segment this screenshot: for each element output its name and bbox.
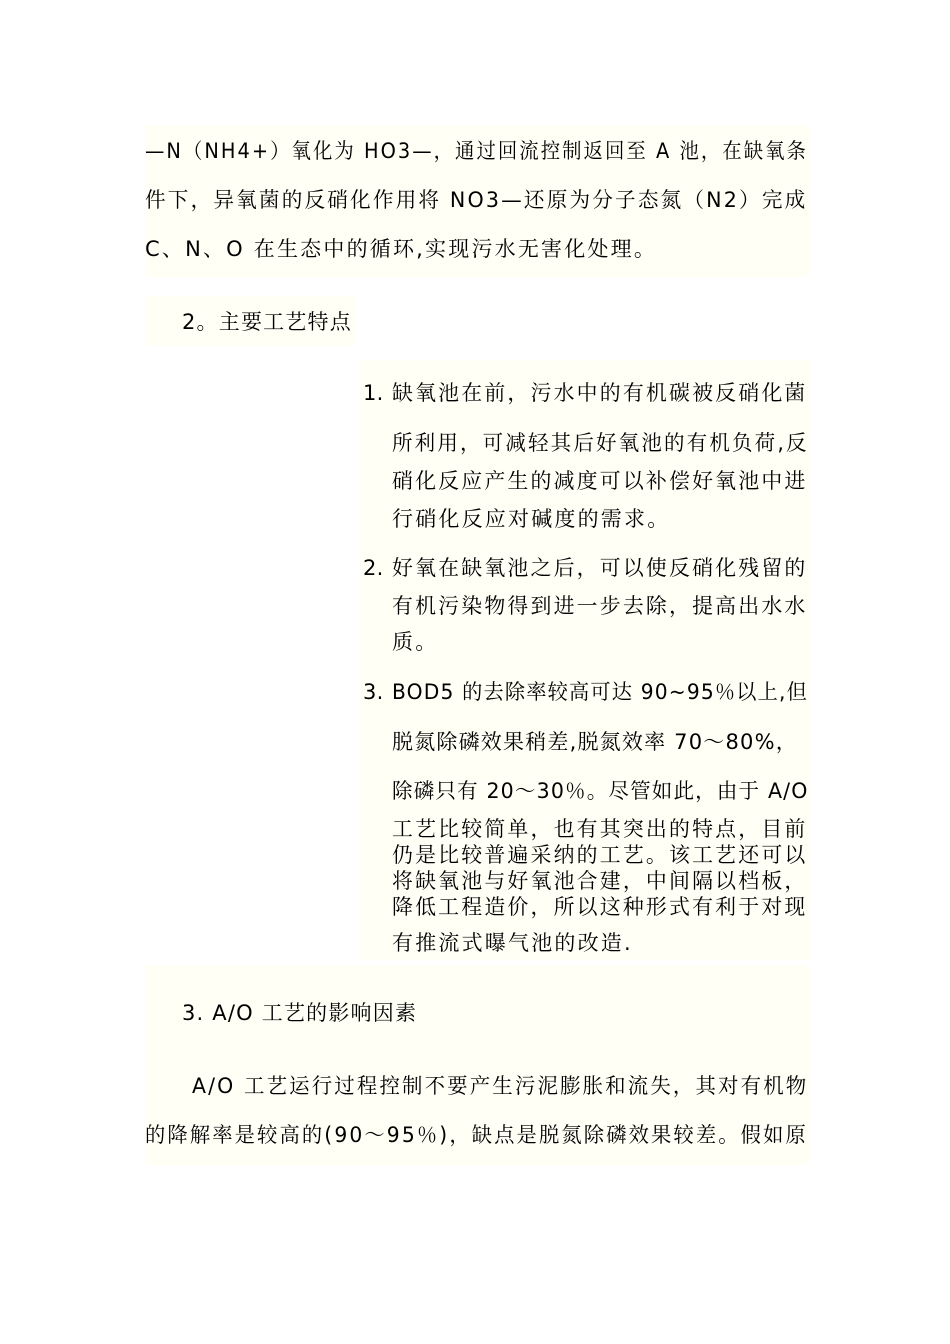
section-3-line: 的降解率是较高的(90～95％)，缺点是脱氮除磷效果较差。假如原 <box>145 1123 808 1147</box>
feature-marker: 2. <box>363 556 384 580</box>
intro-line: —N（NH4+）氧化为 HO3—，通过回流控制返回至 A 池，在缺氧条 <box>145 139 808 163</box>
feature-line: 所利用，可减轻其后好氧池的有机负荷,反 <box>392 431 809 455</box>
intro-line: C、N、O 在生态中的循环,实现污水无害化处理。 <box>145 237 658 261</box>
feature-line: 行硝化反应对碱度的需求。 <box>392 507 671 531</box>
feature-line: 好氧在缺氧池之后，可以使反硝化残留的 <box>392 556 808 580</box>
feature-line: 缺氧池在前，污水中的有机碳被反硝化菌 <box>392 381 808 405</box>
feature-line: 仍是比较普遍采纳的工艺。该工艺还可以 <box>392 843 808 867</box>
feature-marker: 3. <box>363 680 384 704</box>
feature-line: 除磷只有 20～30％。尽管如此，由于 A/O <box>392 779 809 803</box>
feature-marker: 1. <box>363 381 384 405</box>
feature-line: 质。 <box>392 630 439 654</box>
section-2-heading: 2。主要工艺特点 <box>182 310 352 334</box>
feature-line: 降低工程造价，所以这种形式有利于对现 <box>392 895 808 919</box>
section-3-line: A/O 工艺运行过程控制不要产生污泥膨胀和流失，其对有机物 <box>192 1074 809 1098</box>
section-3-heading: 3. A/O 工艺的影响因素 <box>182 1001 418 1025</box>
feature-line: 硝化反应产生的减度可以补偿好氧池中进 <box>392 469 808 493</box>
feature-line: 将缺氧池与好氧池合建，中间隔以档板， <box>392 869 808 893</box>
feature-line: 工艺比较简单，也有其突出的特点，目前 <box>392 817 808 841</box>
intro-line: 件下，异氧菌的反硝化作用将 NO3—还原为分子态氮（N2）完成 <box>145 188 808 212</box>
feature-line: BOD5 的去除率较高可达 90~95％以上,但 <box>392 680 808 704</box>
feature-line: 有机污染物得到进一步去除，提高出水水 <box>392 594 808 618</box>
feature-line: 有推流式曝气池的改造. <box>392 931 633 955</box>
feature-line: 脱氮除磷效果稍差,脱氮效率 70～80%， <box>392 730 798 754</box>
